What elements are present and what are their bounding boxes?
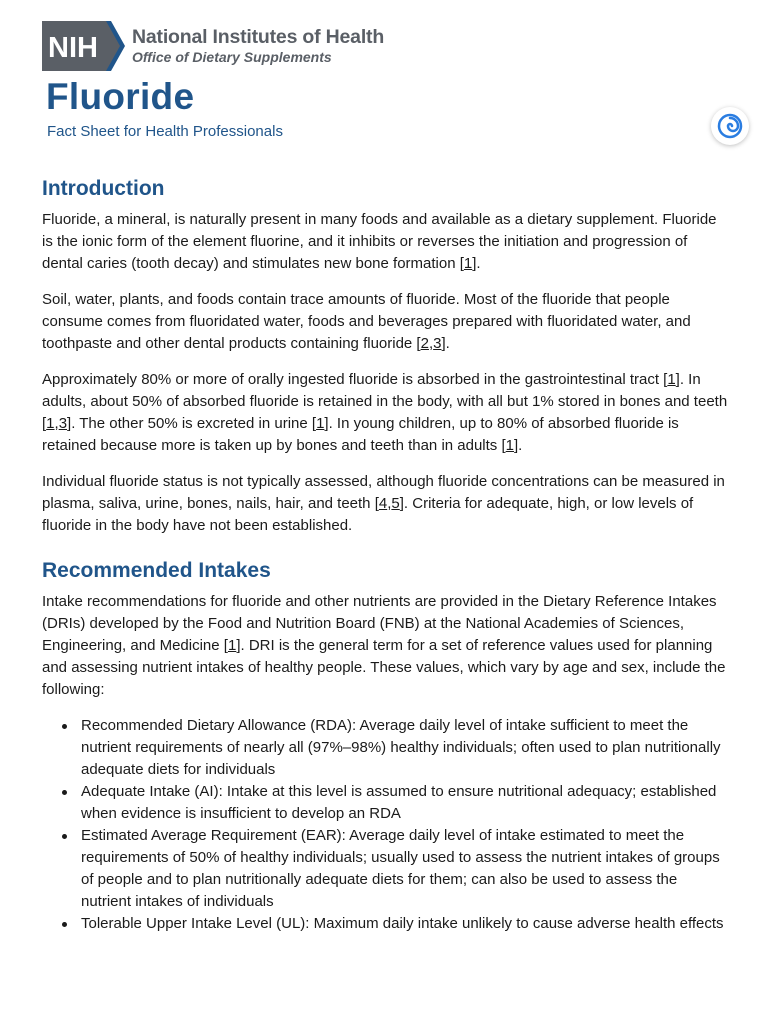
reference-link[interactable]: 1 — [316, 415, 325, 432]
org-text — [132, 26, 384, 66]
reference-link[interactable]: 2 — [420, 335, 429, 352]
list-item: Estimated Average Requirement (EAR): Average daily level of intake estimated to meet the requirements of 50% of healthy individuals; usually used to assess the nutrient intakes of groups of people and to plan nutritionally adequate diets for them; can also be used to assess the nutrient intakes of individuals — [81, 825, 728, 913]
introduction-heading: Introduction — [42, 177, 165, 200]
list-item: Recommended Dietary Allowance (RDA): Average daily level of intake sufficient to meet the nutrient requirements of nearly all (97%–98%) healthy individuals; often used to plan nutritionally adequate diets for individuals — [81, 715, 728, 781]
reference-link[interactable]: 1 — [46, 415, 55, 432]
list-item: Tolerable Upper Intake Level (UL): Maximum daily intake unlikely to cause adverse health effects — [81, 913, 728, 935]
reference-link[interactable]: 5 — [391, 495, 400, 512]
recommended-intakes-heading: Recommended Intakes — [42, 559, 271, 582]
list-item: Adequate Intake (AI): Intake at this level is assumed to ensure nutritional adequacy; established when evidence is insufficient to develop an RDA — [81, 781, 728, 825]
reference-link[interactable]: 1 — [463, 255, 473, 272]
page-subtitle: Fact Sheet for Health Professionals — [47, 123, 283, 140]
reference-link[interactable]: 1 — [505, 437, 514, 454]
intro-paragraph-4: Individual fluoride status is not typically assessed, although fluoride concentrations can be measured in plasma, saliva, urine, bones, nails, hair, and teeth [4,5]. Criteria for adequate, high, or low levels of fluoride in the body have not been established. — [42, 473, 725, 534]
reference-link[interactable]: 1 — [227, 637, 237, 654]
nih-logo[interactable] — [42, 20, 384, 72]
dri-list — [42, 715, 728, 935]
reference-link[interactable]: 4 — [378, 495, 388, 512]
content — [42, 174, 728, 935]
org-sub: Office of Dietary Supplements — [132, 49, 332, 65]
nih-badge — [42, 21, 126, 71]
floating-assistant-button[interactable] — [711, 107, 749, 145]
org-name: National Institutes of Health — [132, 26, 385, 48]
reference-link[interactable]: 1 — [667, 371, 676, 388]
reference-link[interactable]: 3 — [58, 415, 68, 432]
intro-paragraph-3: Approximately 80% or more of orally ingested fluoride is absorbed in the gastrointestinal tract [1]. In adults, about 50% of absorbed fluoride is retained in the body, with all but 1% stored in bones and teeth [1,3]. The other 50% is excreted in urine [1]. In young children, up to 80% of absorbed fluoride is retained because more is taken up by bones and teeth than in adults [1]. — [42, 371, 728, 454]
swirl-icon — [717, 113, 743, 139]
intro-paragraph-1: Fluoride, a mineral, is naturally present in many foods and available as a dietary supplement. Fluoride is the ionic form of the element fluorine, and it inhibits or reverses the initiation and progression of dental caries (tooth decay) and stimulates new bone formation [1]. — [42, 211, 717, 272]
nih-badge-text: NIH — [48, 32, 98, 64]
reference-link[interactable]: 3 — [433, 335, 442, 352]
intakes-paragraph-1: Intake recommendations for fluoride and other nutrients are provided in the Dietary Reference Intakes (DRIs) developed by the Food and Nutrition Board (FNB) at the National Academies of Sciences, Engineering, and Medicine [1]. DRI is the general term for a set of reference values used for planning and assessing nutrient intakes of healthy people. These values, which vary by age and sex, include the following: — [42, 593, 726, 698]
page-title: Fluoride — [46, 76, 195, 117]
intro-paragraph-2: Soil, water, plants, and foods contain trace amounts of fluoride. Most of the fluoride that people consume comes from fluoridated water, foods and beverages prepared with fluoridated water, and toothpaste and other dental products containing fluoride [2,3]. — [42, 291, 691, 352]
